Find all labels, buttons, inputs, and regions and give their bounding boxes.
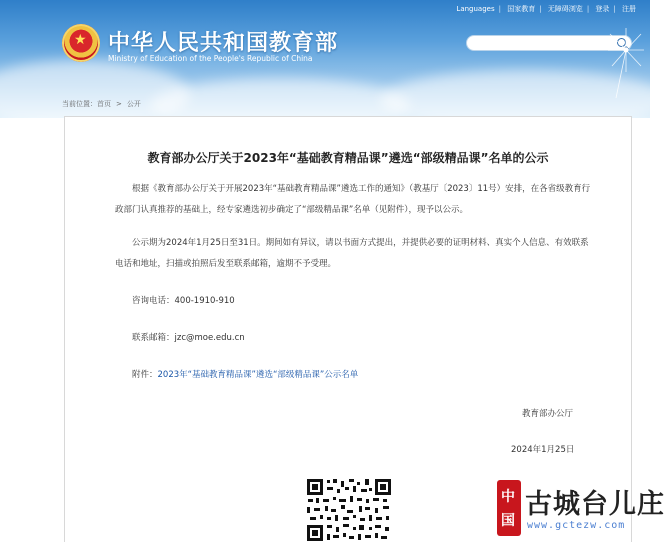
breadcrumb-public[interactable]: 公开 xyxy=(126,100,141,108)
watermark-seal-icon: 中 国 xyxy=(497,480,521,536)
contact-email: 联系邮箱：jzc@moe.edu.cn xyxy=(132,333,245,343)
breadcrumb: 当前位置：首页 > 公开 xyxy=(62,100,141,108)
login-link[interactable]: 登录 xyxy=(595,5,610,13)
article-title: 教育部办公厅关于2023年“基础教育精品课”遴选“部级精品课”名单的公示 xyxy=(147,151,549,165)
contact-phone: 咨询电话：400-1910-910 xyxy=(132,296,235,306)
breadcrumb-home[interactable]: 首页 xyxy=(97,100,111,108)
national-emblem-icon: ★ xyxy=(62,24,100,62)
languages-link[interactable]: Languages xyxy=(456,5,495,13)
national-education-link[interactable]: 国家教育 xyxy=(507,5,536,13)
breadcrumb-label: 当前位置： xyxy=(62,100,97,108)
article-paragraph: 公示期为2024年1月25日至31日。期间如有异议，请以书面方式提出，并提供必要的证明材料、真实个人信息、有效联系电话和地址，扫描或拍照后发至联系邮箱，逾期不予受理。 xyxy=(115,238,589,269)
top-links: Languages | 国家教育 | 无障碍浏览 | 登录 | 注册 xyxy=(456,5,636,13)
dandelion-decoration-icon xyxy=(586,20,646,100)
attachment-label: 附件： xyxy=(132,370,158,380)
site-subtitle: Ministry of Education of the People's Republic of China xyxy=(108,54,313,63)
watermark-url: www.gctezw.com xyxy=(527,520,626,531)
publish-date: 2024年1月25日 xyxy=(511,445,575,455)
site-title[interactable]: 中华人民共和国教育部 xyxy=(108,30,339,56)
attachment-line xyxy=(115,365,595,386)
accessibility-link[interactable]: 无障碍浏览 xyxy=(547,5,583,13)
attachment-link[interactable]: 2023年“基础教育精品课”遴选“部级精品课”公示名单 xyxy=(157,370,359,380)
article-paragraph: 根据《教育部办公厅关于开展2023年“基础教育精品课”遴选工作的通知》（教基厅〔2023〕11号）安排，在各省级教育行政部门认真推荐的基础上，经专家遴选初步确定了“部级精品课”名单（见附件），现予以公示。 xyxy=(115,184,591,215)
qr-code-icon xyxy=(305,477,393,543)
article-panel xyxy=(64,116,632,542)
site-watermark xyxy=(497,480,665,540)
watermark-name: 古城台儿庄 xyxy=(525,489,665,520)
signature: 教育部办公厅 xyxy=(522,409,574,419)
register-link[interactable]: 注册 xyxy=(622,5,636,13)
